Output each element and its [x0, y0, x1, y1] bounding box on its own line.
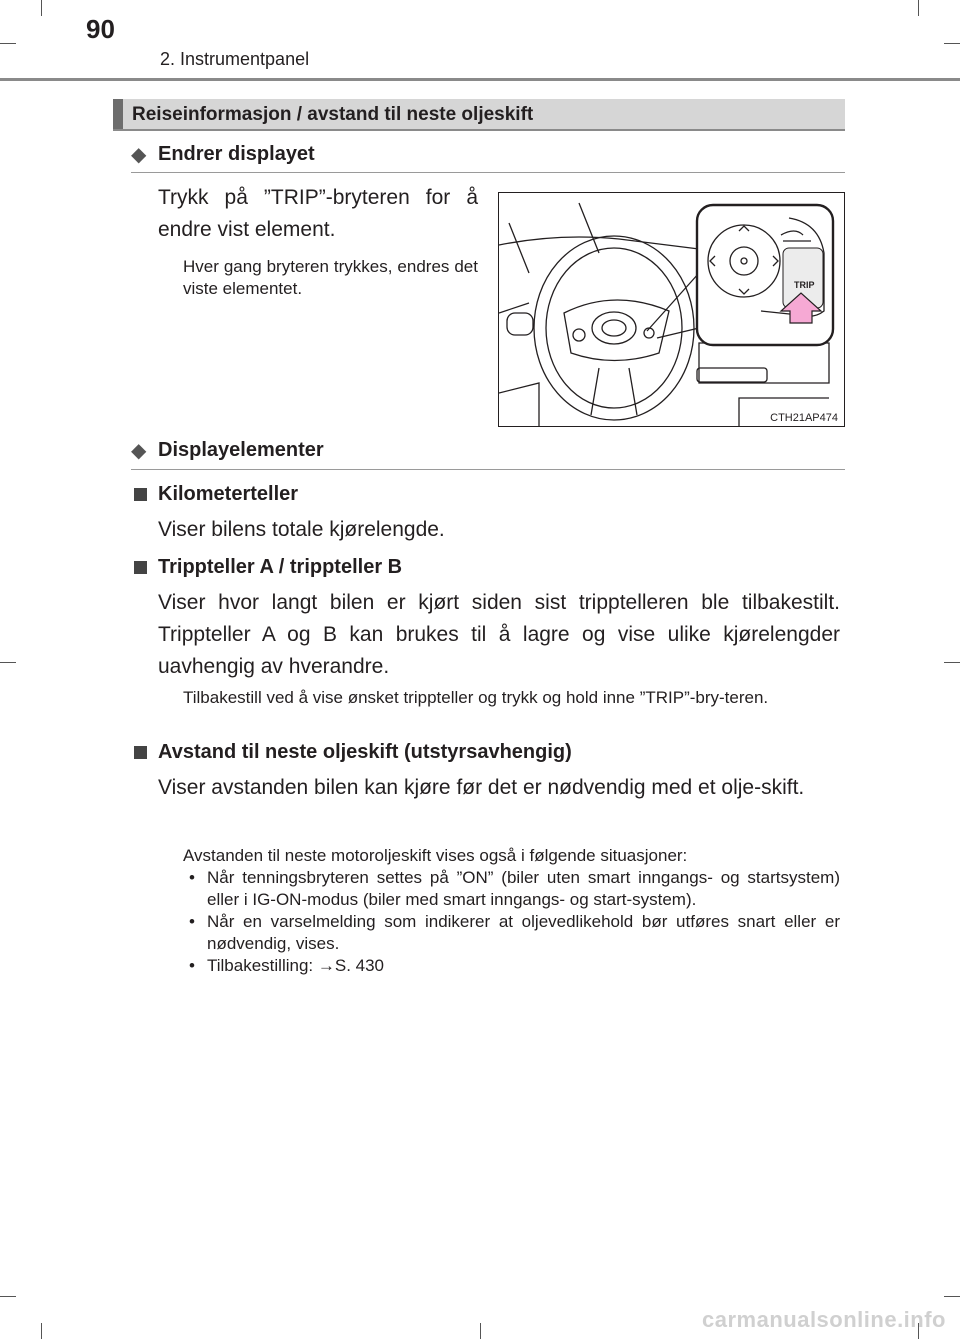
diamond-bullet-icon: ◆ — [131, 440, 147, 462]
item-body-oil-change: Viser avstanden bilen kan kjøre før det er nødvendig med et olje-skift. — [158, 776, 805, 799]
square-bullet-icon — [134, 561, 147, 574]
page-number: 90 — [86, 14, 115, 44]
chapter-title: 2. Instrumentpanel — [160, 49, 310, 69]
change-display-note: Hver gang bryteren trykkes, endres det viste elementet. — [183, 257, 478, 298]
item-note-trip-meter: Tilbakestill ved å vise ønsket trippteller og trykk og hold inne ”TRIP”-bry-teren. — [183, 688, 769, 707]
list-item: • Når tenningsbryteren settes på ”ON” (biler uten smart inngangs- og startsystem) eller i IG-ON-modus (biler med smart inngangs- og start-system). — [183, 867, 840, 911]
diamond-bullet-icon: ◆ — [131, 144, 147, 166]
subsection-heading-display-items: Displayelementer — [158, 439, 324, 461]
crop-mark — [918, 0, 919, 16]
crop-mark — [944, 43, 960, 44]
crop-mark — [0, 662, 16, 663]
crop-mark — [0, 1296, 16, 1297]
crop-mark — [944, 1296, 960, 1297]
square-bullet-icon — [134, 488, 147, 501]
item-title-oil-change: Avstand til neste oljeskift (utstyrsavhengig) — [158, 741, 572, 763]
list-item: • Tilbakestilling: →S. 430 — [183, 955, 840, 977]
crop-mark — [41, 1323, 42, 1339]
item-body-odometer: Viser bilens totale kjørelengde. — [158, 518, 445, 541]
item-note-oil-change: Avstanden til neste motoroljeskift vises også i følgende situasjoner: — [183, 846, 688, 865]
square-bullet-icon — [134, 746, 147, 759]
crop-mark — [480, 1323, 481, 1339]
crop-mark — [41, 0, 42, 16]
subsection-heading-change-display: Endrer displayet — [158, 143, 315, 165]
item-body-trip-meter: Viser hvor langt bilen er kjørt siden sist tripptelleren ble tilbakestilt. Trippteller A og B kan brukes til å lagre og vise ulike kjørelengder uavhengig av hverandre. — [158, 591, 840, 678]
figure-code: CTH21AP474 — [770, 412, 838, 424]
steering-wheel-drawing — [499, 193, 844, 426]
oil-change-bullet-list — [183, 867, 840, 977]
section-banner-bar — [113, 99, 123, 129]
list-item: • Når en varselmelding som indikerer at oljevedlikehold bør utføres snart eller er nødvendig, vises. — [183, 911, 840, 955]
header-divider — [0, 78, 960, 81]
crop-mark — [0, 43, 16, 44]
item-title-trip-meter: Trippteller A / trippteller B — [158, 556, 403, 578]
change-display-body: Trykk på ”TRIP”-bryteren for å endre vist element. — [158, 186, 478, 241]
steering-wheel-illustration — [498, 192, 845, 427]
trip-button-label: TRIP — [794, 280, 815, 290]
item-title-odometer: Kilometerteller — [158, 483, 299, 505]
section-title: Reiseinformasjon / avstand til neste oljeskift — [132, 104, 534, 125]
crop-mark — [944, 662, 960, 663]
watermark: carmanualsonline.info — [702, 1307, 946, 1332]
section-banner — [113, 99, 845, 131]
subsection-divider — [131, 172, 845, 173]
subsection-divider — [131, 469, 845, 470]
